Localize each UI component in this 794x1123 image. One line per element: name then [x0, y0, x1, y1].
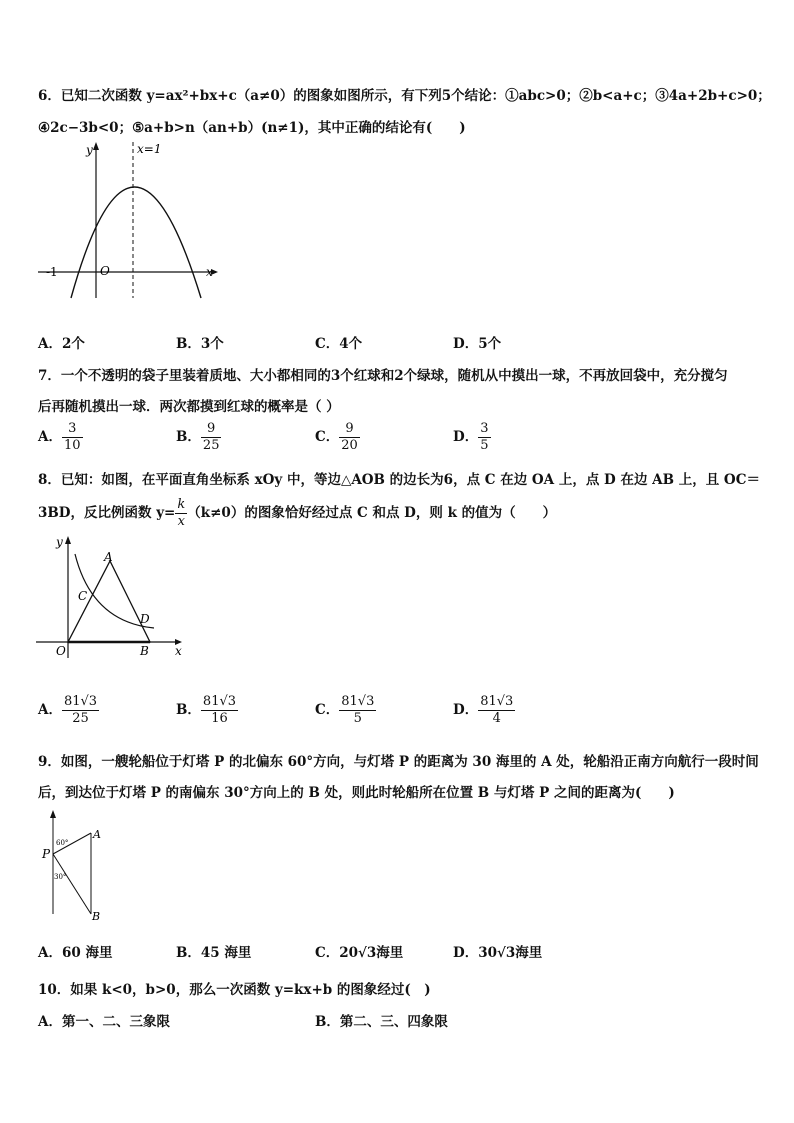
q9-option-b[interactable]: B．45 海里 — [176, 945, 252, 961]
q9-a-label: A — [93, 828, 101, 841]
q6-option-b[interactable]: B．3个 — [176, 336, 224, 352]
q10-option-b[interactable]: B．第二、三、四象限 — [315, 1014, 448, 1030]
q8-stem-line1: 8．已知：如图，在平面直角坐标系 xOy 中，等边△AOB 的边长为6，点 C 在边 OA 上，点 D 在边 AB 上，且 OC＝ — [38, 472, 760, 488]
q6-stem-line2: ④2c−3b<0；⑤a+b>n（an+b）(n≠1)，其中正确的结论有( ) — [38, 120, 466, 136]
fraction: $\frac{9}{25}$ — [202, 421, 220, 453]
q7-stem-line2: 后再随机摸出一球．两次都摸到红球的概率是（ ） — [38, 399, 340, 415]
q8-option-a[interactable]: A． $\frac{81√3}{25}$ — [38, 694, 98, 726]
q6-neg-one-label: -1 — [46, 265, 58, 279]
q9-stem-line2: 后，到达位于灯塔 P 的南偏东 30°方向上的 B 处，则此时轮船所在位置 B 与灯塔 P 之间的距离为( ) — [38, 785, 675, 801]
q8-o-label: O — [56, 644, 66, 658]
q9-b-label: B — [92, 910, 101, 923]
fraction: $\frac{81√3}{16}$ — [202, 694, 237, 726]
fraction: $\frac{3}{10}$ — [63, 421, 81, 453]
q6-option-c[interactable]: C．4个 — [315, 336, 363, 352]
fraction: $\frac{81√3}{25}$ — [63, 694, 98, 726]
q6-x-label: x — [206, 265, 213, 279]
fraction: $\frac{81√3}{5}$ — [341, 694, 375, 726]
fraction: $\frac{3}{5}$ — [480, 421, 489, 453]
q8-triangle-figure — [36, 534, 196, 662]
q9-p-label: P — [42, 847, 51, 861]
q6-option-d[interactable]: D．5个 — [453, 336, 502, 352]
q9-option-a[interactable]: A．60 海里 — [38, 945, 113, 961]
q10-option-a[interactable]: A．第一、二、三象限 — [38, 1014, 170, 1030]
q9-stem-line1: 9．如图，一艘轮船位于灯塔 P 的北偏东 60°方向，与灯塔 P 的距离为 30 海里的 A 处，轮船沿正南方向航行一段时间 — [38, 754, 759, 770]
q9-option-d[interactable]: D．30√3海里 — [453, 945, 543, 961]
q8-d-label: D — [140, 612, 150, 626]
q7-option-c[interactable]: C． $\frac{9}{20}$ — [315, 421, 358, 453]
q8-option-c[interactable]: C． $\frac{81√3}{5}$ — [315, 694, 375, 726]
q9-bearing-figure — [36, 806, 116, 926]
q7-stem-line1: 7．一个不透明的袋子里装着质地、大小都相同的3个红球和2个绿球，随机从中摸出一球，不再放回袋中，充分搅匀 — [38, 368, 728, 384]
q7-option-d[interactable]: D． $\frac{3}{5}$ — [453, 421, 489, 453]
q8-a-label: A — [104, 550, 113, 564]
q8-y-label: y — [56, 535, 63, 549]
q6-axis-label: x=1 — [137, 142, 162, 156]
q6-stem-line1: 6．已知二次函数 y=ax²+bx+c（a≠0）的图象如图所示，有下列5个结论：①abc>0；②b<a+c；③4a+2b+c>0； — [38, 88, 771, 104]
q7-option-a[interactable]: A． $\frac{3}{10}$ — [38, 421, 81, 453]
q6-origin-label: O — [100, 264, 110, 278]
q8-option-d[interactable]: D． $\frac{81√3}{4}$ — [453, 694, 514, 726]
q9-angle-60: 60° — [56, 839, 69, 847]
q8-x-label: x — [175, 644, 182, 658]
q8-stem-line2: 3BD，反比例函数 y= $\frac{k}{x}$ （k≠0）的图象恰好经过点 C 和点 D，则 k 的值为（ ） — [38, 497, 557, 529]
q6-option-a[interactable]: A．2个 — [38, 336, 85, 352]
fraction: $\frac{81√3}{4}$ — [480, 694, 514, 726]
q9-option-c[interactable]: C．20√3海里 — [315, 945, 404, 961]
q8-b-label: B — [140, 644, 149, 658]
q8-option-b[interactable]: B． $\frac{81√3}{16}$ — [176, 694, 237, 726]
q7-option-b[interactable]: B． $\frac{9}{25}$ — [176, 421, 220, 453]
q8-c-label: C — [78, 589, 88, 603]
q6-y-label: y — [86, 143, 93, 157]
fraction: $\frac{9}{20}$ — [341, 421, 358, 453]
q10-stem: 10．如果 k<0，b>0，那么一次函数 y=kx+b 的图象经过( ) — [38, 982, 431, 998]
fraction: $\frac{k}{x}$ — [177, 497, 186, 529]
q6-parabola-figure — [36, 140, 226, 300]
q9-angle-30: 30° — [54, 873, 67, 881]
